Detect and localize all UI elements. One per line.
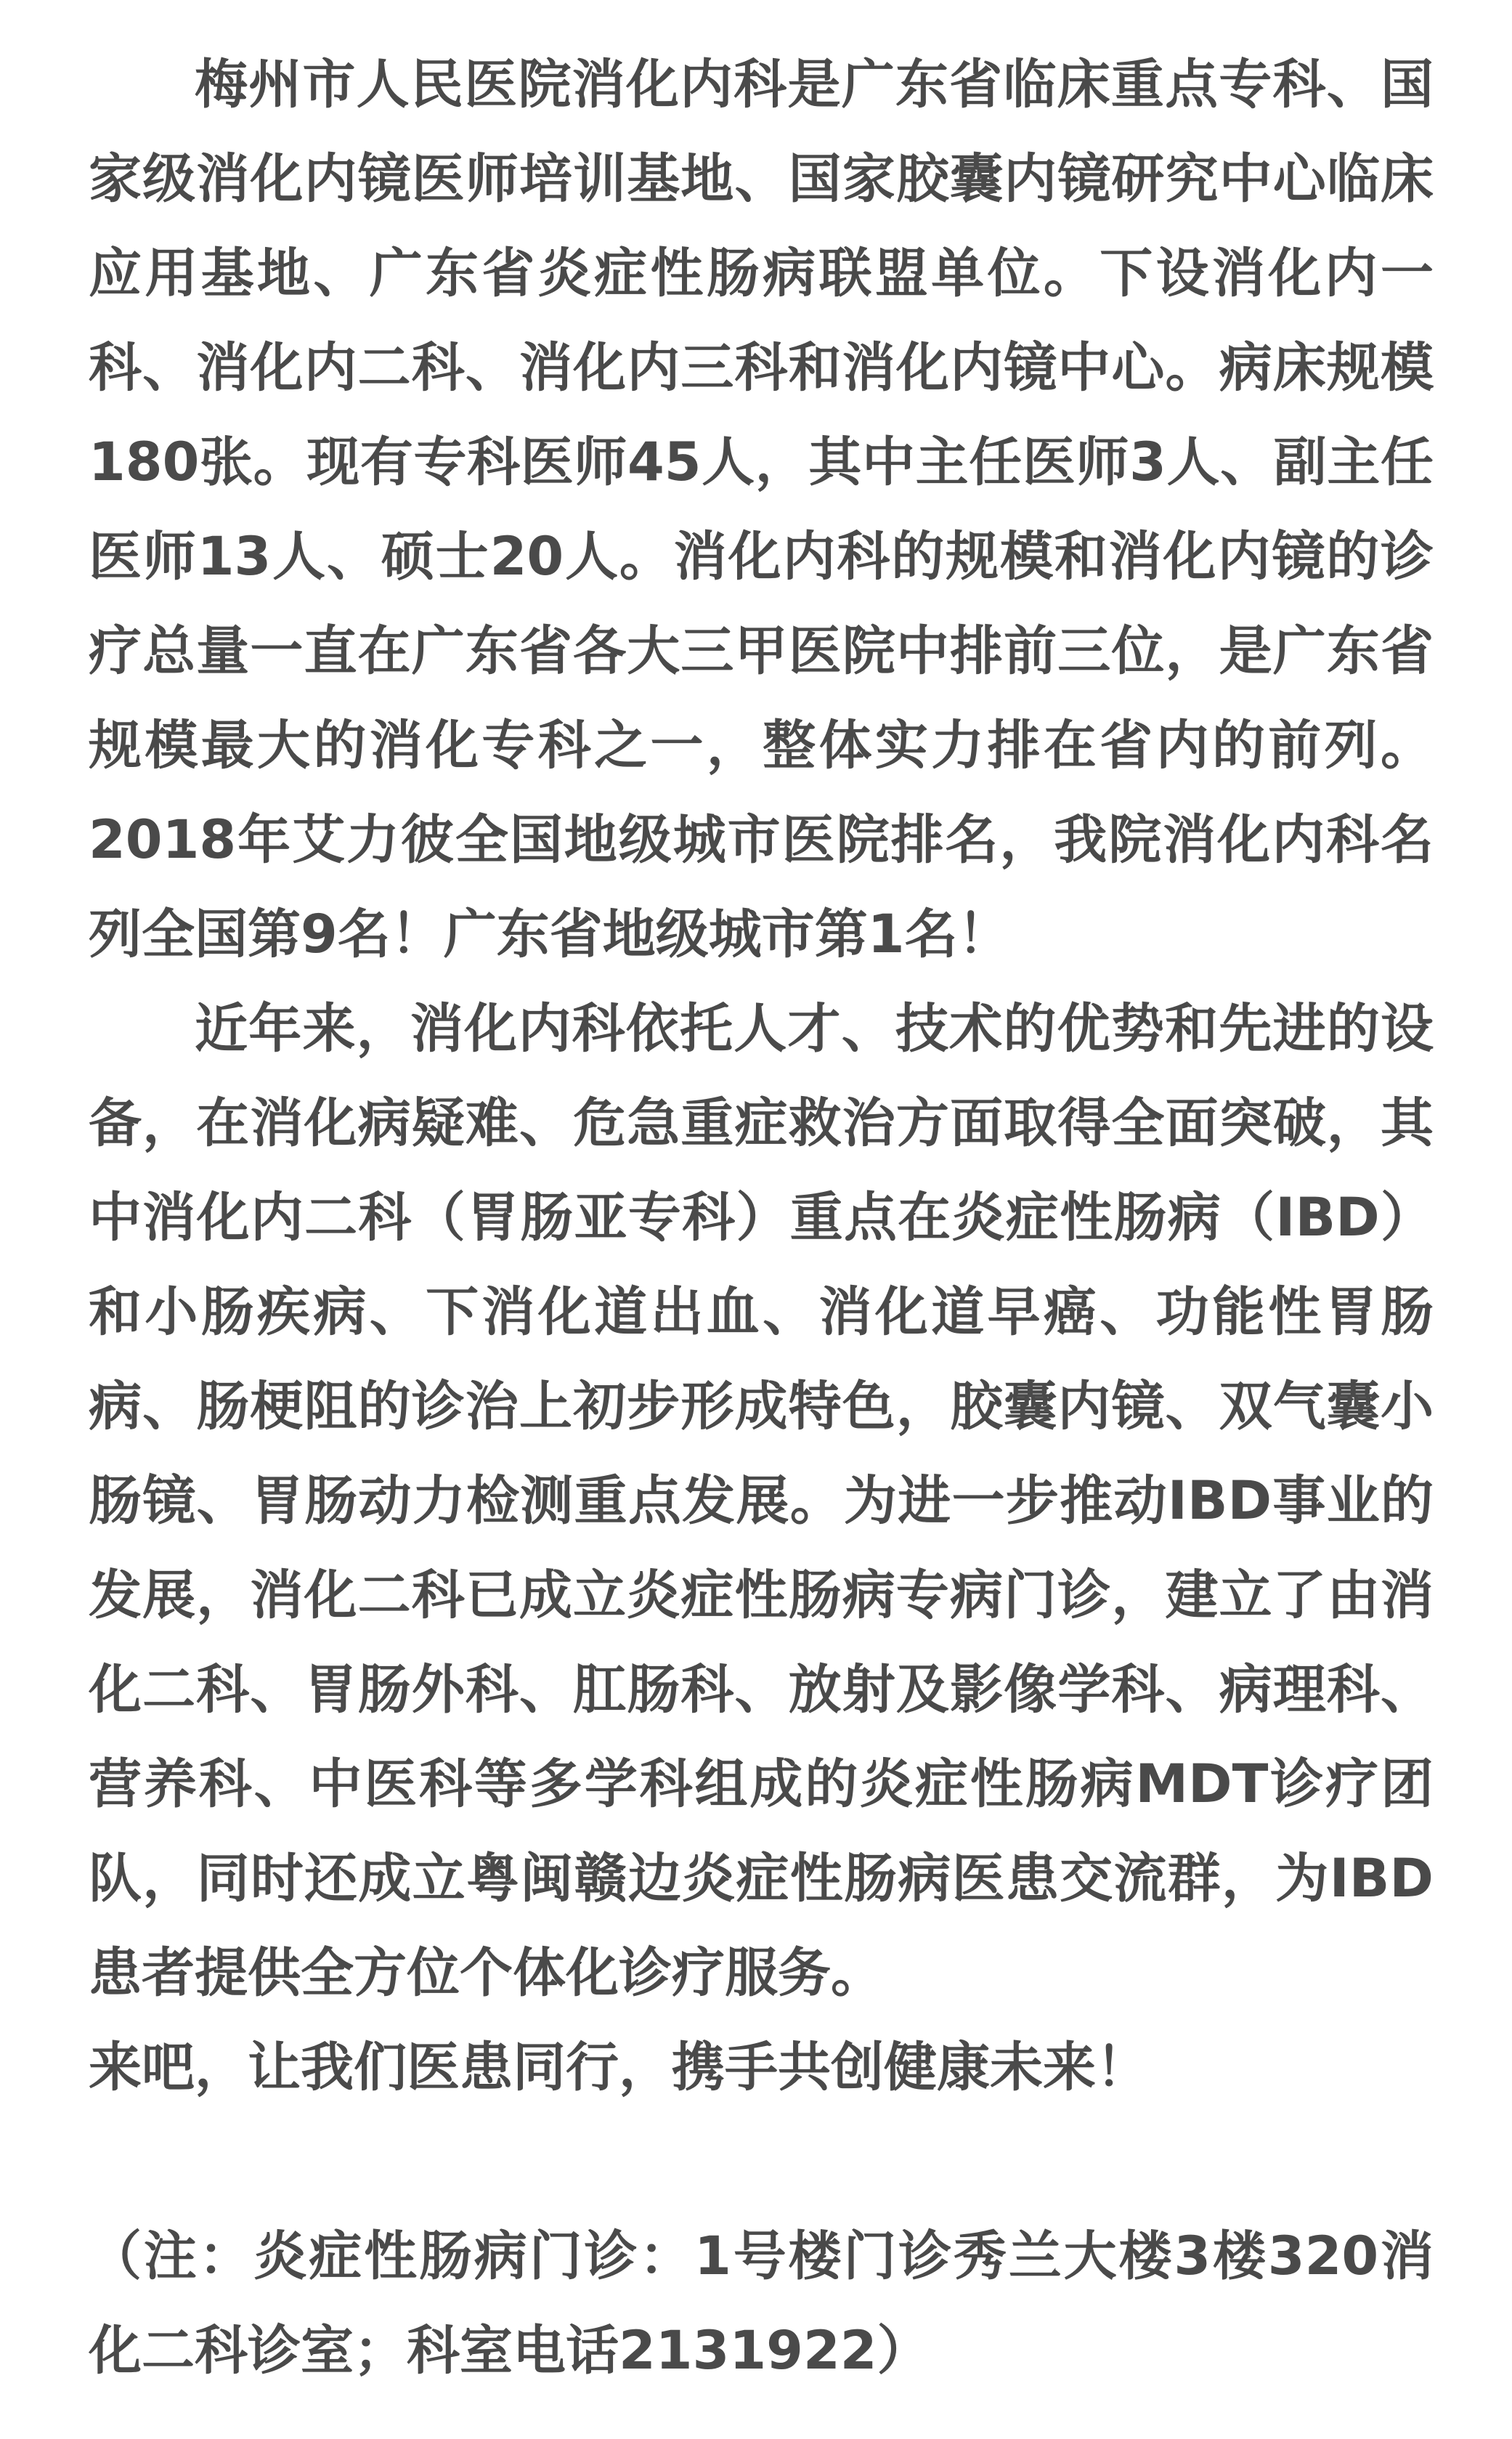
paragraph-intro: 梅州市人民医院消化内科是广东省临床重点专科、国家级消化内镜医师培训基地、国家胶囊内镜研究中心临床应用基地、广东省炎症性肠病联盟单位。下设消化内一科、消化内二科、消化内三科和消化内镜中心。病床规模180张。现有专科医师45人，其中主任医师3人、副主任医师13人、硕士20人。消化内科的规模和消化内镜的诊疗总量一直在广东省各大三甲医院中排前三位，是广东省规模最大的消化专科之一，整体实力排在省内的前列。2018年艾力彼全国地级城市医院排名，我院消化内科名列全国第9名！广东省地级城市第1名！ (89, 54, 1434, 965)
closing-slogan: 来吧，让我们医患同行，携手共创健康未来！ (89, 2037, 1149, 2098)
clinic-note: （注：炎症性肠病门诊：1号楼门诊秀兰大楼3楼320消化二科诊室；科室电话2131922） (89, 2225, 1434, 2382)
article-body (89, 38, 1434, 2398)
paragraph-recent-developments: 近年来，消化内科依托人才、技术的优势和先进的设备，在消化病疑难、危急重症救治方面取得全面突破，其中消化内二科（胃肠亚专科）重点在炎症性肠病（IBD）和小肠疾病、下消化道出血、消化道早癌、功能性胃肠病、肠梗阻的诊治上初步形成特色，胶囊内镜、双气囊小肠镜、胃肠动力检测重点发展。为进一步推动IBD事业的发展，消化二科已成立炎症性肠病专病门诊，建立了由消化二科、胃肠外科、肛肠科、放射及影像学科、病理科、营养科、中医科等多学科组成的炎症性肠病MDT诊疗团队，同时还成立粤闽赣边炎症性肠病医患交流群，为IBD患者提供全方位个体化诊疗服务。 (89, 998, 1434, 2004)
blank-line (89, 2115, 1434, 2209)
